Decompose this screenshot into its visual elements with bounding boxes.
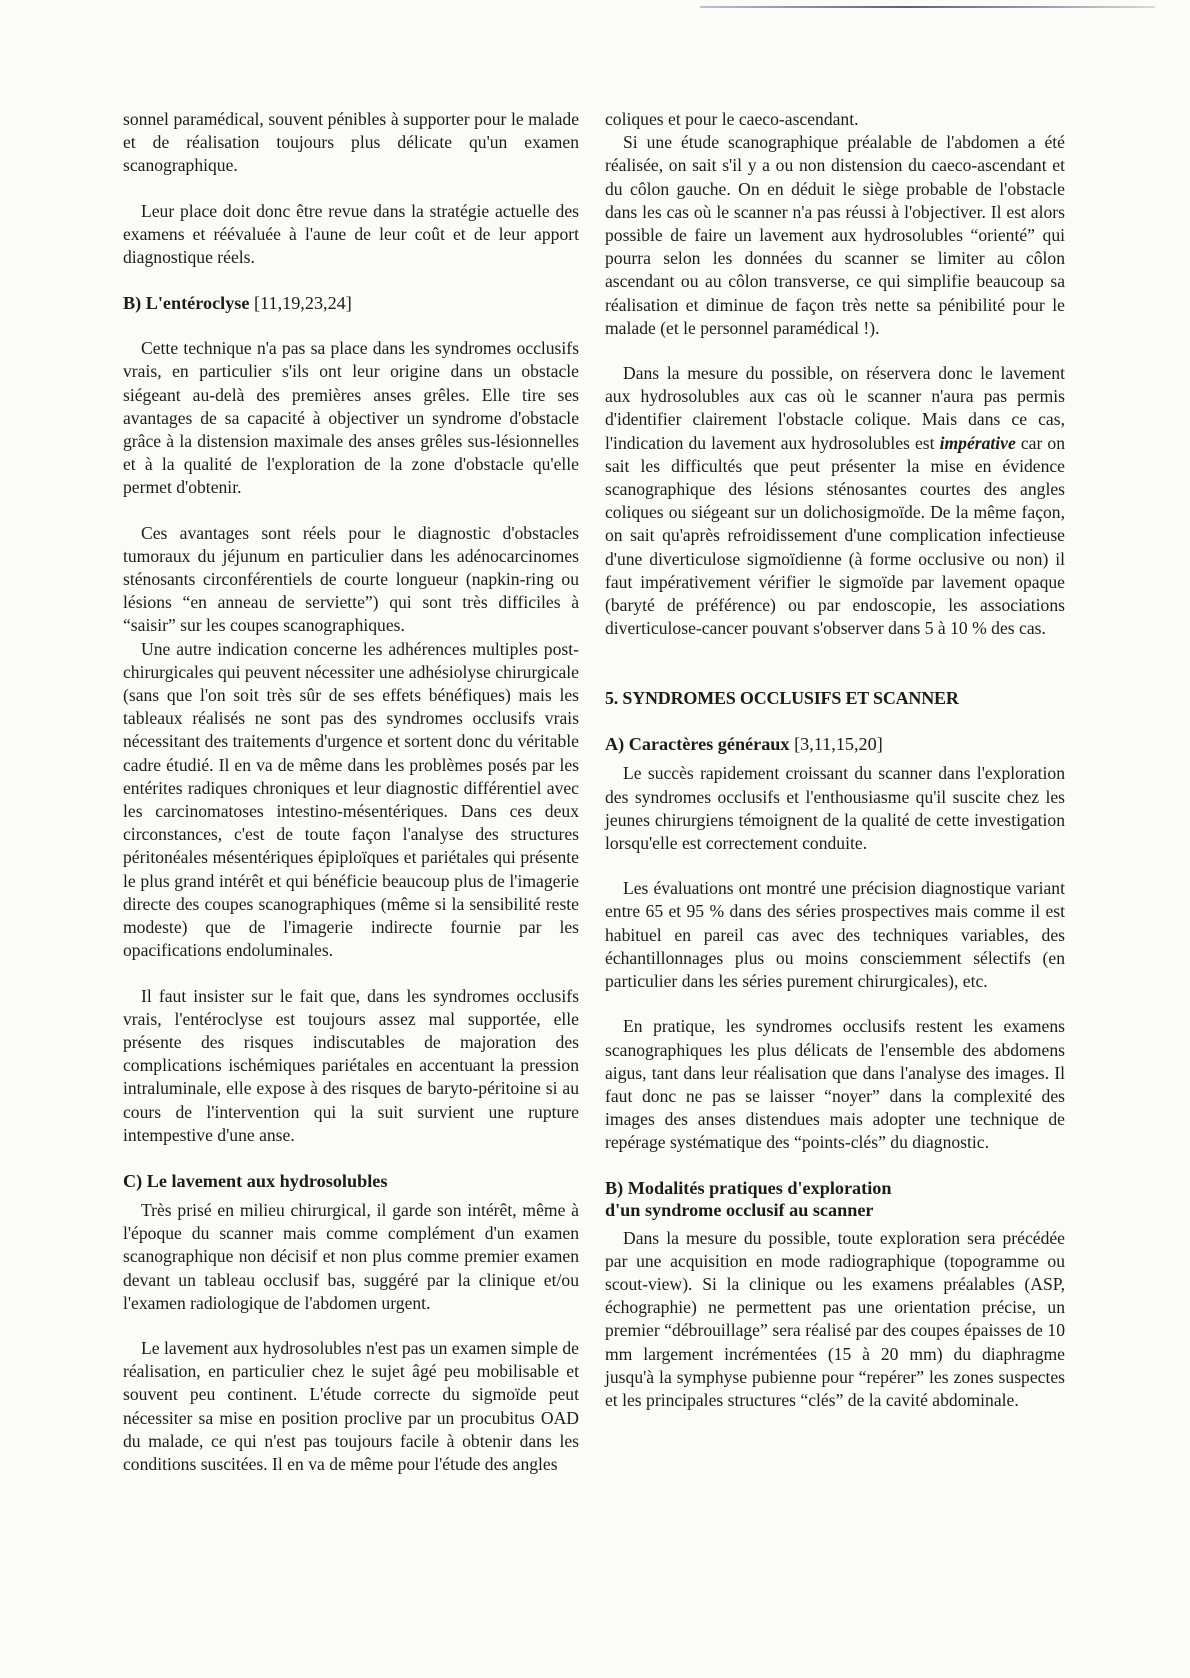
right-column: [605, 108, 1065, 1412]
paragraph: Le lavement aux hydrosolubles n'est pas un examen simple de réalisation, en particulier chez le sujet âgé peu mobilisable et souvent peu continent. L'étude correcte du sigmoïde peut nécessiter sa mise en position proclive par un procubitus OAD du malade, ce qui n'est pas toujours facile à obtenir dans les conditions suscitées. Il en va de même pour l'étude des angles: [123, 1337, 579, 1474]
top-rule: [700, 6, 1155, 8]
paragraph: coliques et pour le caeco-ascendant.: [605, 109, 859, 129]
emphasis: impérative: [939, 432, 1016, 453]
heading-refs: [3,11,15,20]: [794, 734, 883, 755]
heading-enteroclyse: [123, 291, 579, 315]
heading-text: A) Caractères généraux: [605, 734, 790, 755]
paragraph: Dans la mesure du possible, toute exploration sera précédée par une acquisition en mode radiographique (topogramme ou scout-view). Si la clinique ou les examens préalables (ASP, échographie) ne permettent pas une orientation précise, un premier “débrouillage” sera réalisé par des coupes épaisses de 10 mm largement incrémentées (15 à 20 mm) du diaphragme jusqu'à la symphyse pubienne pour “repérer” les zones suspectes et les principales structures “clés” de la cavité abdominale.: [605, 1227, 1065, 1410]
heading-line: B) Modalités pratiques d'exploration: [605, 1177, 892, 1198]
paragraph: [605, 362, 1065, 640]
paragraph: Leur place doit donc être revue dans la stratégie actuelle des examens et réévaluée à l'aune de leur coût et de leur apport diagnostique réels.: [123, 200, 579, 268]
heading-lavement: C) Le lavement aux hydrosolubles: [123, 1170, 388, 1191]
left-column: [123, 108, 579, 1476]
text-run: car on sait les difficultés que peut présenter la mise en évidence scanographique des lésions sténosantes courtes des angles coliques ou siégeant sur un dolichosigmoïde. De la même façon, on sait qu'après refroidissement d'une complication infectieuse d'une diverticulose sigmoïdienne (à forme occlusive ou non) il faut impérativement vérifier le sigmoïde par lavement opaque (baryté de préférence) ou par endoscopie, les associations diverticulose-cancer pouvant s'observer dans 5 à 10 % des cas.: [605, 432, 1066, 639]
paragraph: Les évaluations ont montré une précision diagnostique variant entre 65 et 95 % dans des séries prospectives mais comme il est habituel en pareil cas avec des techniques variables, des échantillonnages plus ou moins consciemment sélectifs (en particulier dans les séries purement chirurgicales), etc.: [605, 878, 1065, 992]
text-run: Dans la mesure du possible, on réservera donc le lavement aux hydrosolubles aux cas où le scanner n'aura pas permis d'identifier clairement l'obstacle colique. Mais dans ce cas, l'indication du lavement aux hydrosolubles est: [605, 363, 1065, 453]
heading-text: B) L'entéroclyse: [123, 293, 250, 314]
paragraph: Il faut insister sur le fait que, dans les syndromes occlusifs vrais, l'entéroclyse est toujours assez mal supportée, elle présente des risques indiscutables de majoration des complications ischémiques pariétales en accentuant la pression intraluminale, elle expose à des risques de baryto-péritoine si au cours de l'intervention qui la suit survient une rupture intempestive d'une anse.: [123, 985, 579, 1145]
paragraph: Très prisé en milieu chirurgical, il garde son intérêt, même à l'époque du scanner mais comme complément d'un examen scanographique non décisif et non plus comme premier examen devant un tableau occlusif bas, suggéré par la clinique et/ou l'examen radiologique de l'abdomen urgent.: [123, 1199, 579, 1313]
paragraph: sonnel paramédical, souvent pénibles à supporter pour le malade et de réalisation toujours plus délicate qu'un examen scanographique.: [123, 109, 579, 176]
heading-line: d'un syndrome occlusif au scanner: [605, 1199, 874, 1220]
paragraph: Si une étude scanographique préalable de l'abdomen a été réalisée, on sait s'il y a ou non distension du caeco-ascendant et du côlon gauche. On en déduit le siège probable de l'obstacle dans les cas où le scanner n'a pas réussi à l'objectiver. Il est alors possible de faire un lavement aux hydrosolubles “orienté” qui pourra selon les données du scanner se limiter au côlon ascendant ou au côlon transverse, ce qui simplifie beaucoup sa réalisation et diminue de façon très nette sa pénibilité pour le malade (et le personnel paramédical !).: [605, 132, 1065, 338]
top-dots: .....: [930, 0, 948, 11]
heading-caracteres: [605, 732, 1065, 756]
paragraph: En pratique, les syndromes occlusifs restent les examens scanographiques les plus délicats de l'ensemble des abdomens aigus, tant dans leur réalisation que dans l'analyse des images. Il faut donc ne pas se laisser “noyer” dans la complexité des images des anses distendues mais adopter une technique de repérage systématique des “points-clés” du diagnostic.: [605, 1016, 1065, 1153]
paragraph: Une autre indication concerne les adhérences multiples post-chirurgicales qui peuvent nécessiter une adhésiolyse chirurgicale (sans que l'on soit très sûr de ses effets bénéfiques) mais les tableaux réalisés ne sont pas des syndromes occlusifs vrais nécessitant des traitements d'urgence et sortent donc du véritable cadre étudié. Il en va de même dans les problèmes posés par les entérites radiques chroniques et leur diagnostic différentiel avec les carcinomatoses intestino-mésentériques. Dans ces deux circonstances, c'est de toute façon l'analyse des structures péritonéales mésentériques épiploïques et pariétales qui présente le plus grand intérêt et qui bénéficie beaucoup plus de l'imagerie directe des coupes scanographiques (même si la sensibilité reste modeste) que de l'imagerie indirecte fournie par les opacifications endoluminales.: [123, 638, 579, 961]
paragraph: Cette technique n'a pas sa place dans les syndromes occlusifs vrais, en particulier s'ils ont leur origine dans un obstacle siégeant au-delà des premières anses grêles. Elle tire ses avantages de sa capacité à objectiver un syndrome d'obstacle grâce à la distension maximale des anses grêles sus-lésionnelles et à la qualité de l'exploration de la zone d'obstacle qu'elle permet d'obtenir.: [123, 338, 579, 498]
paragraph: Le succès rapidement croissant du scanner dans l'exploration des syndromes occlusifs et l'enthousiasme qu'il suscite chez les jeunes chirurgiens témoignent de la qualité de cette investigation lorsqu'elle est correctement conduite.: [605, 763, 1065, 854]
heading-modalites: [605, 1177, 1065, 1221]
section-heading: 5. SYNDROMES OCCLUSIFS ET SCANNER: [605, 688, 959, 709]
paragraph: Ces avantages sont réels pour le diagnostic d'obstacles tumoraux du jéjunum en particulier dans les adénocarcinomes sténosants circonférentiels de courte longueur (napkin-ring ou lésions “en anneau de serviette”) qui sont très difficiles à “saisir” sur les coupes scanographiques.: [123, 522, 579, 636]
heading-refs: [11,19,23,24]: [254, 293, 352, 314]
